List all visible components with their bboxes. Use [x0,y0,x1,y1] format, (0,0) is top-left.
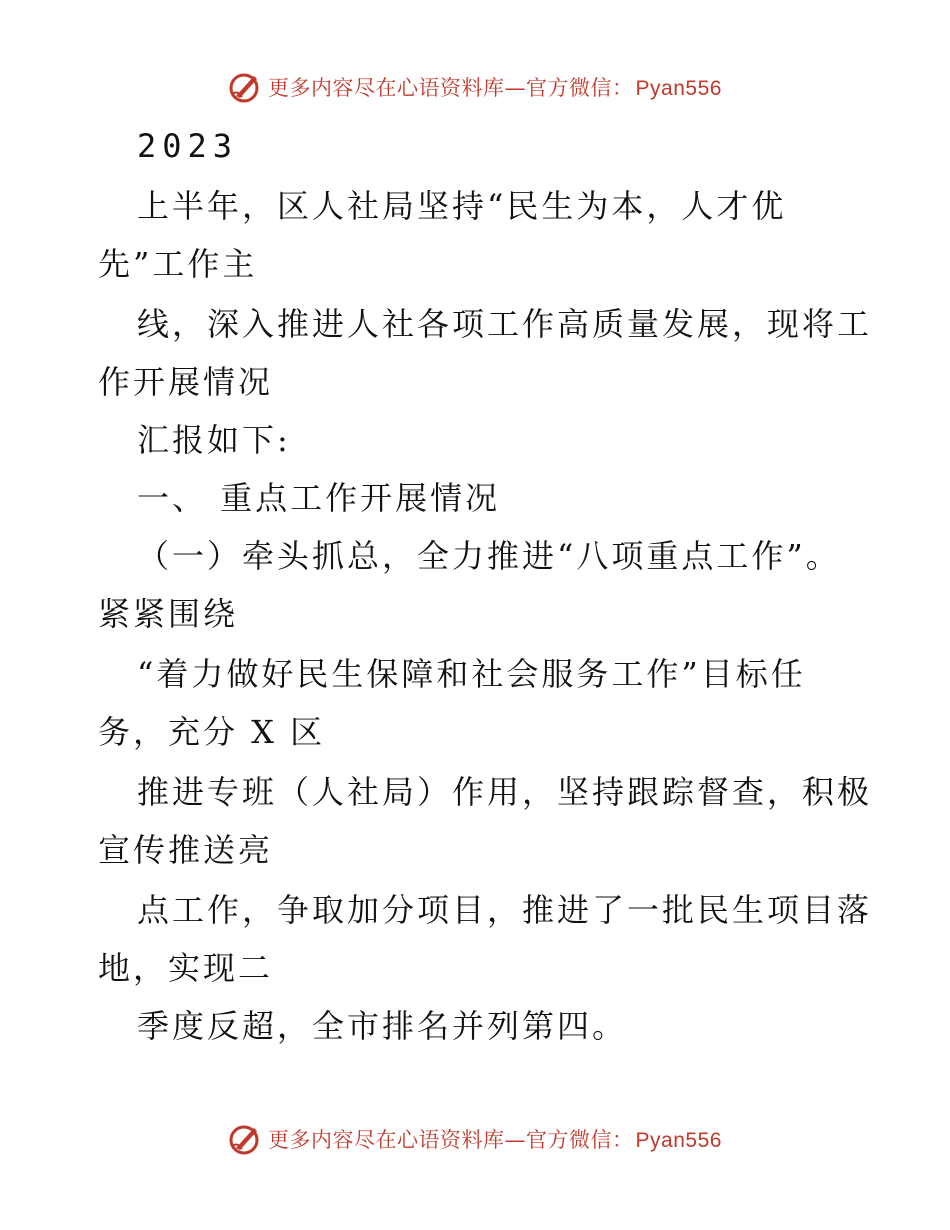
text-line: 宣传推送亮 [98,831,274,869]
watermark-text: 更多内容尽在心语资料库—官方微信： [268,1128,634,1152]
section-heading: 一、 重点工作开展情况 [137,479,501,517]
subsection-heading: （一）牵头抓总，全力推进“八项重点工作”。 [137,537,841,575]
watermark-text: 更多内容尽在心语资料库—官方微信： [268,76,634,100]
watermark-header [0,70,950,104]
text-line: 上半年，区人社局坚持“民生为本，人才优 [137,187,787,225]
text-line: 汇报如下: [137,421,291,459]
text-line: 2023 [137,127,239,165]
text-line: 线，深入推进人社各项工作高质量发展，现将工 [137,305,873,343]
text-line: 点工作，争取加分项目，推进了一批民生项目落 [137,891,873,929]
watermark-handle: Pyan556 [635,1129,722,1152]
text-line: 地，实现二 [98,949,274,987]
watermark-footer [0,1122,950,1156]
text-line: 务，充分 X 区 [98,713,326,751]
watermark-handle: Pyan556 [635,77,722,100]
text-line: 先”工作主 [98,245,258,283]
quill-seal-icon [228,1122,262,1156]
text-line: “着力做好民生保障和社会服务工作”目标任 [137,655,806,693]
text-line: 紧紧围绕 [98,595,239,633]
text-line: 季度反超，全市排名并列第四。 [137,1007,628,1045]
text-line: 推进专班（人社局）作用，坚持跟踪督查，积极 [137,773,873,811]
text-line: 作开展情况 [98,363,274,401]
quill-seal-icon [228,70,262,104]
